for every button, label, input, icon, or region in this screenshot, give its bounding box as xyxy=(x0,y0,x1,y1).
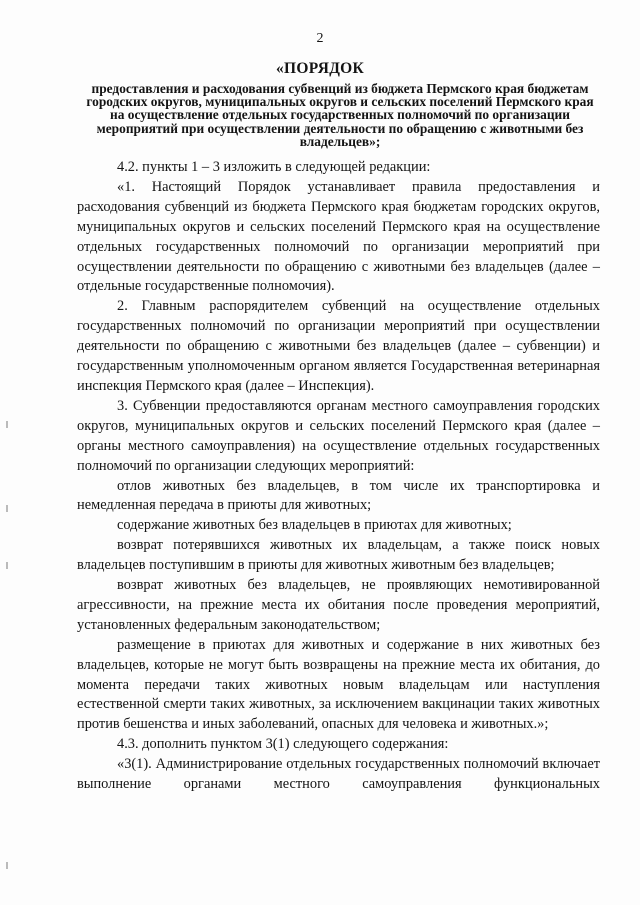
scan-margin-mark xyxy=(6,505,8,512)
scan-margin-mark xyxy=(6,421,8,428)
paragraph-point-3-1: «3(1). Администрирование отдельных государственных полномочий включает выполнение органами местного самоуправления функциональных xyxy=(77,756,600,793)
list-item-shelter-placement: размещение в приютах для животных и содержание в них животных без владельцев, которые не могут быть возвращены на прежние места их обитания, до момента передачи таких животных новым владельцам или наступления естественной смерти таких животных, за исключением вакцинации таких животных против бешенства и иных заболеваний, опасных для человека и животных.»; xyxy=(77,636,600,733)
paragraph-4-2: 4.2. пункты 1 – 3 изложить в следующей редакции: xyxy=(117,159,431,175)
paragraph-4-3: 4.3. дополнить пунктом 3(1) следующего содержания: xyxy=(117,736,449,753)
list-item-capture: отлов животных без владельцев, в том числе их транспортировка и немедленная передача в приюты для животных; xyxy=(77,477,600,514)
document-subtitle: предоставления и расходования субвенций из бюджета Пермского края бюджетам городских округов, муниципальных округов и сельских поселений Пермского края на осуществление отдельных государственных полномочий по организации мероприятий при осуществлении деятельности по обращению с животными без владельцев»; xyxy=(86,81,594,149)
scan-margin-mark xyxy=(6,562,8,569)
document-title: «ПОРЯДОК xyxy=(275,60,365,77)
list-item-return-owners: возврат потерявшихся животных их владельцам, а также поиск новых владельцев поступившим в приюты для животных животным без владельцев; xyxy=(77,537,600,574)
list-item-keeping: содержание животных без владельцев в приютах для животных; xyxy=(117,517,512,534)
paragraph-point-2: 2. Главным распорядителем субвенций на осуществление отдельных государственных полномочий по организации мероприятий при осуществлении деятельности по обращению с животными без владельцев (далее – субвенции) и государственным уполномоченным органом является Государственная ветеринарная инспекция Пермского края (далее – Инспекция). xyxy=(77,298,600,394)
scan-margin-mark xyxy=(6,862,8,869)
paragraph-point-3: 3. Субвенции предоставляются органам местного самоуправления городских округов, муниципальных округов и сельских поселений Пермского края (далее – органы местного самоуправления) на осуществление отдельных государственных полномочий по организации следующих мероприятий: xyxy=(77,397,600,474)
paragraph-point-1: «1. Настоящий Порядок устанавливает правила предоставления и расходования субвенций из бюджета Пермского края бюджетам городских округов, муниципальных округов и сельских поселений Пермского края на осуществление отдельных государственных полномочий по организации мероприятий при осуществлении деятельности по обращению с животными без владельцев (далее – отдельные государственные полномочия). xyxy=(77,178,600,295)
list-item-return-habitat: возврат животных без владельцев, не проявляющих немотивированной агрессивности, на прежние места их обитания после проведения мероприятий, установленных федеральным законодательством; xyxy=(77,577,600,633)
page-number: 2 xyxy=(316,31,324,46)
document-body xyxy=(77,158,600,795)
